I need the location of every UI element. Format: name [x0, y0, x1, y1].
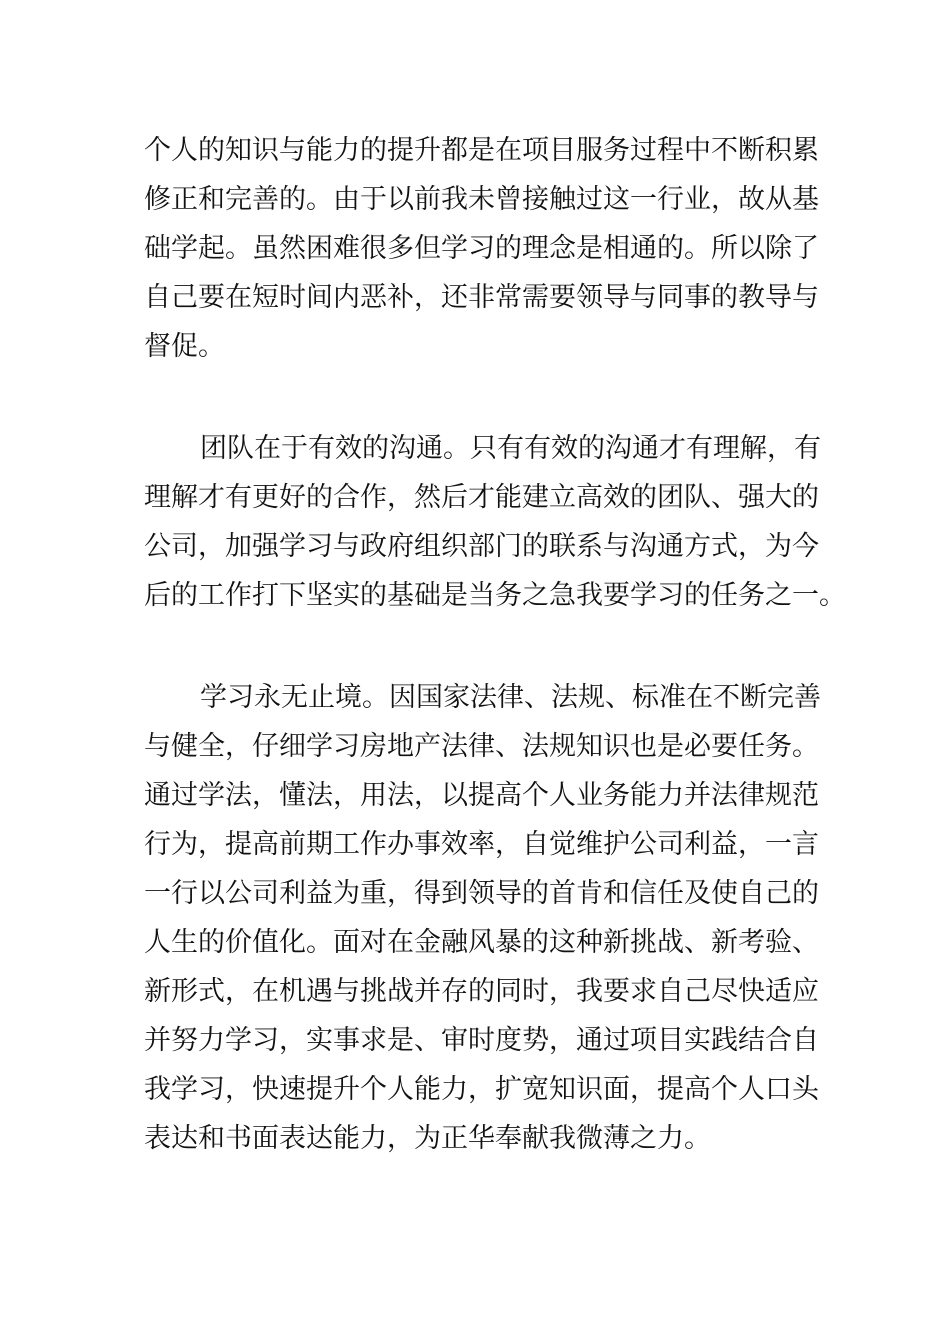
paragraph-line: 通过学法，懂法，用法，以提高个人业务能力并法律规范 [144, 780, 819, 811]
paragraph-line: 督促。 [144, 331, 225, 362]
paragraph-line: 后的工作打下坚实的基础是当务之急我要学习的任务之一。 [144, 580, 846, 611]
paragraph-line: 修正和完善的。由于以前我未曾接触过这一行业，故从基 [144, 184, 819, 215]
paragraph-2 [144, 424, 846, 620]
paragraph-line: 新形式，在机遇与挑战并存的同时，我要求自己尽快适应 [144, 976, 819, 1007]
paragraph-3 [144, 673, 821, 1163]
paragraph-line: 我学习，快速提升个人能力，扩宽知识面，提高个人口头 [144, 1074, 819, 1105]
paragraph-line: 公司，加强学习与政府组织部门的联系与沟通方式，为今 [144, 531, 819, 562]
paragraph-line: 并努力学习，实事求是、审时度势，通过项目实践结合自 [144, 1025, 819, 1056]
paragraph-line: 础学起。虽然困难很多但学习的理念是相通的。所以除了 [144, 233, 819, 264]
paragraph-line: 人生的价值化。面对在金融风暴的这种新挑战、新考验、 [144, 927, 819, 958]
paragraph-line: 团队在于有效的沟通。只有有效的沟通才有理解，有 [200, 433, 821, 464]
paragraph-line: 自己要在短时间内恶补，还非常需要领导与同事的教导与 [144, 282, 819, 313]
paragraph-line: 学习永无止境。因国家法律、法规、标准在不断完善 [200, 682, 821, 713]
paragraph-1 [144, 126, 819, 371]
paragraph-line: 一行以公司利益为重，得到领导的首肯和信任及使自己的 [144, 878, 819, 909]
paragraph-line: 表达和书面表达能力，为正华奉献我微薄之力。 [144, 1123, 711, 1154]
paragraph-line: 个人的知识与能力的提升都是在项目服务过程中不断积累 [144, 135, 819, 166]
paragraph-line: 理解才有更好的合作，然后才能建立高效的团队、强大的 [144, 482, 819, 513]
paragraph-line: 与健全，仔细学习房地产法律、法规知识也是必要任务。 [144, 731, 819, 762]
paragraph-line: 行为，提高前期工作办事效率，自觉维护公司利益，一言 [144, 829, 819, 860]
